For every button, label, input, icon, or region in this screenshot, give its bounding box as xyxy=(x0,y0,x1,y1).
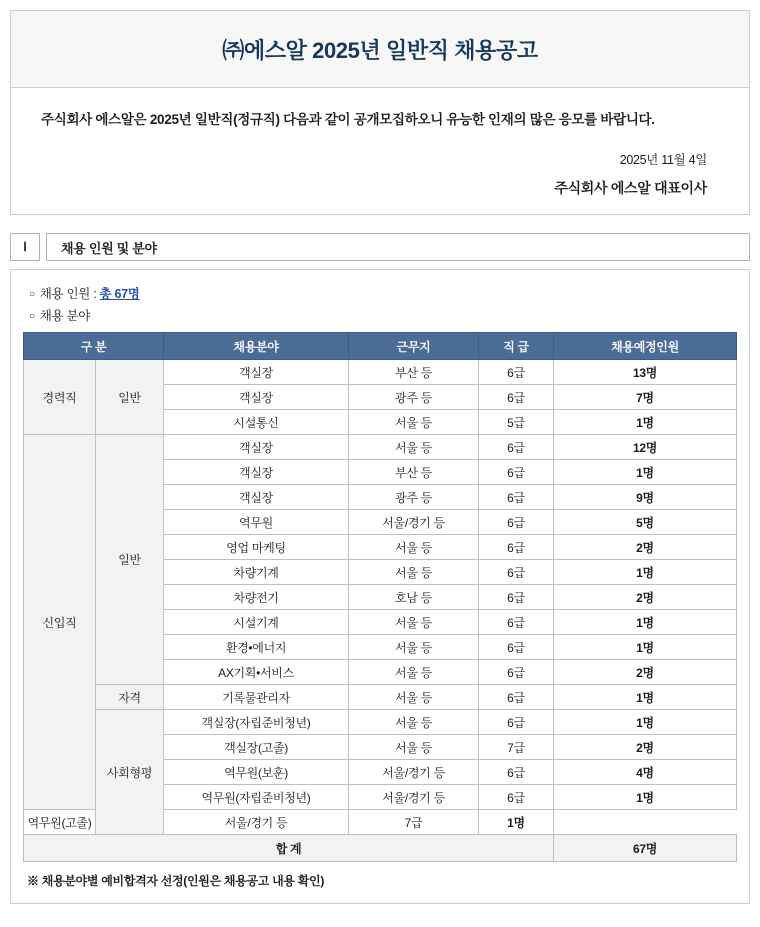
cell-location: 서울 등 xyxy=(349,710,479,735)
cell-grade: 6급 xyxy=(479,685,554,710)
cell-grade: 6급 xyxy=(479,385,554,410)
cell-grade: 6급 xyxy=(479,760,554,785)
cell-location: 서울 등 xyxy=(349,660,479,685)
footnote: ※ 채용분야별 예비합격자 선정(인원은 채용공고 내용 확인) xyxy=(27,874,325,888)
cell-location: 광주 등 xyxy=(349,485,479,510)
cell-grade: 6급 xyxy=(479,710,554,735)
cell-location: 서울 등 xyxy=(349,610,479,635)
bullet-circle-icon: ○ xyxy=(29,311,35,322)
headcount-label: 채용 인원 : xyxy=(39,287,100,301)
cell-field: 역무원 xyxy=(164,510,349,535)
table-row xyxy=(24,435,737,460)
cell-count: 9명 xyxy=(554,485,737,510)
cell-count: 2명 xyxy=(554,535,737,560)
cell-count: 2명 xyxy=(554,660,737,685)
cell-field: 객실장 xyxy=(164,435,349,460)
column-header-field: 채용분야 xyxy=(164,333,349,360)
cell-field: 객실장(고졸) xyxy=(164,735,349,760)
subgroup-cell-qualification: 자격 xyxy=(96,685,164,710)
field-label: 채용 분야 xyxy=(39,309,91,323)
cell-location: 서울/경기 등 xyxy=(349,785,479,810)
table-row xyxy=(24,685,737,710)
cell-location: 서울 등 xyxy=(349,435,479,460)
total-label: 합 계 xyxy=(24,835,554,862)
column-header-count: 채용예정인원 xyxy=(554,333,737,360)
field-line xyxy=(29,306,737,324)
cell-grade: 6급 xyxy=(479,585,554,610)
table-total-row xyxy=(24,835,737,862)
cell-grade: 6급 xyxy=(479,510,554,535)
cell-count: 5명 xyxy=(554,510,737,535)
cell-grade: 6급 xyxy=(479,610,554,635)
page-title: ㈜에스알 2025년 일반직 채용공고 xyxy=(222,37,538,63)
intro-paragraph: 주식회사 에스알은 2025년 일반직(정규직) 다음과 같이 공개모집하오니 유능한 인재의 많은 응모를 바랍니다. xyxy=(41,112,655,127)
document-title-card xyxy=(10,10,750,88)
cell-count: 1명 xyxy=(479,810,554,835)
cell-field: 환경•에너지 xyxy=(164,635,349,660)
cell-field: 객실장 xyxy=(164,360,349,385)
cell-grade: 7급 xyxy=(349,810,479,835)
cell-field: 역무원(고졸) xyxy=(24,810,96,835)
cell-grade: 6급 xyxy=(479,785,554,810)
cell-count: 1명 xyxy=(554,785,737,810)
cell-count: 7명 xyxy=(554,385,737,410)
cell-grade: 6급 xyxy=(479,485,554,510)
table-header-row xyxy=(24,333,737,360)
column-header-grade: 직 급 xyxy=(479,333,554,360)
table-body xyxy=(24,360,737,862)
cell-field: 기록물관리자 xyxy=(164,685,349,710)
cell-grade: 5급 xyxy=(479,410,554,435)
table-row xyxy=(24,710,737,735)
cell-location: 서울 등 xyxy=(349,685,479,710)
cell-grade: 6급 xyxy=(479,560,554,585)
cell-count: 13명 xyxy=(554,360,737,385)
group-cell-career: 경력직 xyxy=(24,360,96,435)
column-header-location: 근무지 xyxy=(349,333,479,360)
recruitment-table xyxy=(23,332,737,862)
cell-location: 서울/경기 등 xyxy=(349,760,479,785)
cell-field: 영업 마케팅 xyxy=(164,535,349,560)
cell-count: 1명 xyxy=(554,685,737,710)
cell-grade: 6급 xyxy=(479,635,554,660)
announcement-date: 2025년 11월 4일 xyxy=(619,153,707,167)
cell-location: 광주 등 xyxy=(349,385,479,410)
cell-location: 부산 등 xyxy=(349,460,479,485)
table-head xyxy=(24,333,737,360)
cell-field: 역무원(자립준비청년) xyxy=(164,785,349,810)
subgroup-cell-general: 일반 xyxy=(96,360,164,435)
cell-location: 호남 등 xyxy=(349,585,479,610)
cell-field: 객실장(자립준비청년) xyxy=(164,710,349,735)
cell-grade: 7급 xyxy=(479,735,554,760)
cell-grade: 6급 xyxy=(479,535,554,560)
cell-count: 4명 xyxy=(554,760,737,785)
bullet-circle-icon: ○ xyxy=(29,289,35,300)
cell-count: 2명 xyxy=(554,735,737,760)
subgroup-cell-equity: 사회형평 xyxy=(96,710,164,835)
cell-location: 서울 등 xyxy=(349,735,479,760)
cell-location: 서울 등 xyxy=(349,535,479,560)
cell-field: 시설통신 xyxy=(164,410,349,435)
column-header-division: 구 분 xyxy=(24,333,164,360)
cell-count: 12명 xyxy=(554,435,737,460)
headcount-link[interactable]: 총 67명 xyxy=(99,287,140,301)
subgroup-cell-general: 일반 xyxy=(96,435,164,685)
cell-grade: 6급 xyxy=(479,435,554,460)
cell-count: 1명 xyxy=(554,610,737,635)
cell-count: 1명 xyxy=(554,410,737,435)
section-header xyxy=(10,233,750,261)
cell-count: 1명 xyxy=(554,635,737,660)
section-body xyxy=(10,269,750,904)
cell-count: 1명 xyxy=(554,460,737,485)
cell-field: 차량전기 xyxy=(164,585,349,610)
headcount-line xyxy=(29,284,737,302)
cell-location: 서울 등 xyxy=(349,410,479,435)
cell-field: 객실장 xyxy=(164,385,349,410)
cell-field: 차량기계 xyxy=(164,560,349,585)
cell-field: AX기획•서비스 xyxy=(164,660,349,685)
total-count: 67명 xyxy=(554,835,737,862)
cell-location: 서울 등 xyxy=(349,560,479,585)
cell-grade: 6급 xyxy=(479,360,554,385)
cell-count: 1명 xyxy=(554,710,737,735)
cell-location: 부산 등 xyxy=(349,360,479,385)
cell-field: 역무원(보훈) xyxy=(164,760,349,785)
section-number: Ⅰ xyxy=(10,233,40,261)
table-row xyxy=(24,360,737,385)
cell-grade: 6급 xyxy=(479,460,554,485)
group-cell-new: 신입직 xyxy=(24,435,96,810)
cell-location: 서울/경기 등 xyxy=(164,810,349,835)
cell-field: 객실장 xyxy=(164,485,349,510)
section-title: 채용 인원 및 분야 xyxy=(46,233,750,261)
signer-name: 주식회사 에스알 대표이사 xyxy=(554,180,707,196)
cell-location: 서울 등 xyxy=(349,635,479,660)
intro-card xyxy=(10,88,750,215)
cell-field: 시설기계 xyxy=(164,610,349,635)
cell-count: 2명 xyxy=(554,585,737,610)
cell-grade: 6급 xyxy=(479,660,554,685)
cell-field: 객실장 xyxy=(164,460,349,485)
cell-count: 1명 xyxy=(554,560,737,585)
cell-location: 서울/경기 등 xyxy=(349,510,479,535)
